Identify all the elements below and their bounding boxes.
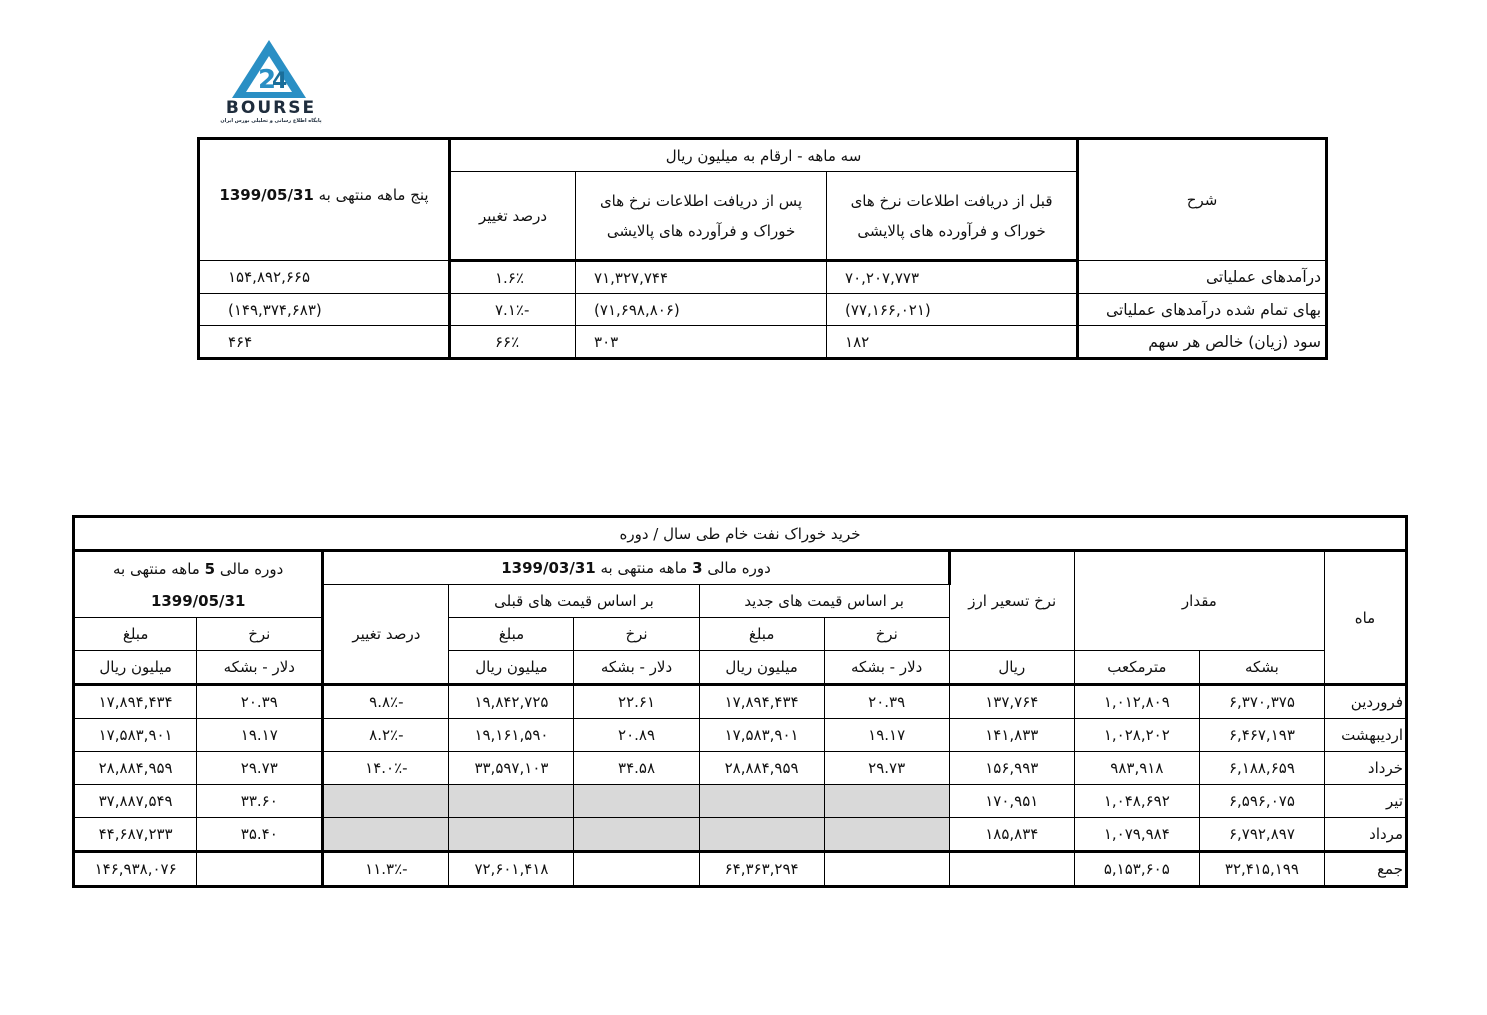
cell-m3: ۱,۰۴۸,۶۹۲: [1074, 785, 1199, 818]
table-row: [74, 685, 1407, 719]
cell-old-amount: ۷۲,۶۰۱,۴۱۸: [449, 852, 574, 887]
cell-five-month: (۱۴۹,۳۷۴,۶۸۳): [199, 294, 450, 326]
header-period-3: [323, 551, 949, 585]
cell-new-rate: [824, 785, 949, 818]
header-five-month: [199, 139, 450, 261]
cell-m3: ۵,۱۵۳,۶۰۵: [1074, 852, 1199, 887]
cell-old-rate: ۲۲.۶۱: [574, 685, 699, 719]
header-new-rate: نرخ: [824, 618, 949, 651]
header-fx-rate: نرخ تسعیر ارز: [949, 551, 1074, 651]
table-row: [74, 785, 1407, 818]
header-old-amount: مبلغ: [449, 618, 574, 651]
header-after: [576, 172, 827, 261]
cell-pct: [323, 818, 449, 852]
cell-five-month: ۱۵۴,۸۹۲,۶۶۵: [199, 261, 450, 294]
cell-m3: ۹۸۳,۹۱۸: [1074, 752, 1199, 785]
cell-fx: ۱۷۰,۹۵۱: [949, 785, 1074, 818]
cell-old-rate: [574, 785, 699, 818]
cell-barrel: ۶,۴۶۷,۱۹۳: [1199, 719, 1324, 752]
cell-new-rate: [824, 852, 949, 887]
header-period-5-mid: ماهه منتهی به: [113, 559, 200, 578]
cell-new-amount: ۱۷,۵۸۳,۹۰۱: [699, 719, 824, 752]
header-three-month-group: سه ماهه - ارقام به میلیون ریال: [450, 139, 1078, 172]
svg-text:4: 4: [272, 69, 288, 94]
cell-barrel: ۶,۷۹۲,۸۹۷: [1199, 818, 1324, 852]
cell-month: خرداد: [1324, 752, 1406, 785]
cell-old-amount: ۱۹,۱۶۱,۵۹۰: [449, 719, 574, 752]
cell-new-amount: [699, 785, 824, 818]
cell-p5-amount: ۱۷,۸۹۴,۴۳۴: [74, 685, 197, 719]
cell-month: جمع: [1324, 852, 1406, 887]
cell-old-amount: ۳۳,۵۹۷,۱۰۳: [449, 752, 574, 785]
header-before: [827, 172, 1078, 261]
header-unit-million-rial: میلیون ریال: [699, 651, 824, 685]
header-month: ماه: [1324, 551, 1406, 685]
header-period-5-date: 1399/05/31: [150, 591, 246, 610]
cell-fx: ۱۳۷,۷۶۴: [949, 685, 1074, 719]
header-old-price: بر اساس قیمت های قبلی: [449, 585, 699, 618]
cell-after: ۳۰۳: [576, 326, 827, 359]
cell-pct: ۶۶٪: [450, 326, 576, 359]
cell-fx: [949, 852, 1074, 887]
header-pct-change: درصد تغییر: [450, 172, 576, 261]
cell-old-amount: [449, 785, 574, 818]
table-row: [74, 719, 1407, 752]
table-row: [74, 752, 1407, 785]
summary-table: [197, 137, 1328, 360]
cell-p5-rate: [197, 852, 323, 887]
cell-month: تیر: [1324, 785, 1406, 818]
cell-new-amount: ۱۷,۸۹۴,۴۳۴: [699, 685, 824, 719]
cell-before: ۷۰,۲۰۷,۷۷۳: [827, 261, 1078, 294]
logo-triangle-icon: [212, 38, 330, 100]
table-row: [74, 818, 1407, 852]
cell-pct: -۸.۲٪: [323, 719, 449, 752]
header-new-price: بر اساس قیمت های جدید: [699, 585, 949, 618]
cell-p5-rate: ۱۹.۱۷: [197, 719, 323, 752]
cell-p5-amount: ۱۴۶,۹۳۸,۰۷۶: [74, 852, 197, 887]
cell-new-rate: [824, 818, 949, 852]
header-before-line1: قبل از دریافت اطلاعات نرخ های: [850, 191, 1053, 210]
header-new-amount: مبلغ: [699, 618, 824, 651]
header-unit-million-rial: میلیون ریال: [74, 651, 197, 685]
cell-after: ۷۱,۳۲۷,۷۴۴: [576, 261, 827, 294]
logo-wordmark: BOURSE: [225, 98, 317, 118]
cell-old-amount: [449, 818, 574, 852]
cell-old-rate: ۳۴.۵۸: [574, 752, 699, 785]
cell-p5-rate: ۲۰.۳۹: [197, 685, 323, 719]
cell-new-amount: ۲۸,۸۸۴,۹۵۹: [699, 752, 824, 785]
cell-barrel: ۳۲,۴۱۵,۱۹۹: [1199, 852, 1324, 887]
header-period-5: [74, 551, 323, 618]
header-unit-usd-barrel: دلار - بشکه: [824, 651, 949, 685]
bourse24-logo: [212, 38, 330, 128]
header-sharh: شرح: [1078, 139, 1327, 261]
cell-new-rate: ۲۹.۷۳: [824, 752, 949, 785]
cell-p5-amount: ۴۴,۶۸۷,۲۳۳: [74, 818, 197, 852]
cell-month: فروردین: [1324, 685, 1406, 719]
header-after-line1: پس از دریافت اطلاعات نرخ های: [599, 191, 803, 210]
header-old-rate: نرخ: [574, 618, 699, 651]
cell-after: (۷۱,۶۹۸,۸۰۶): [576, 294, 827, 326]
header-unit-usd-barrel: دلار - بشکه: [574, 651, 699, 685]
header-period-3-date: 1399/03/31: [501, 559, 596, 577]
cell-fx: ۱۸۵,۸۳۴: [949, 818, 1074, 852]
cell-new-rate: ۱۹.۱۷: [824, 719, 949, 752]
cell-new-amount: ۶۴,۳۶۳,۲۹۴: [699, 852, 824, 887]
header-quantity: مقدار: [1074, 551, 1324, 651]
table-row: [199, 294, 1327, 326]
header-five-month-prefix: پنج ماهه منتهی به: [318, 186, 429, 204]
cell-old-rate: ۲۰.۸۹: [574, 719, 699, 752]
header-unit-barrel: بشکه: [1199, 651, 1324, 685]
header-pct-change: درصد تغییر: [323, 585, 449, 685]
svg-text:2: 2: [258, 65, 277, 95]
cell-barrel: ۶,۱۸۸,۶۵۹: [1199, 752, 1324, 785]
cell-old-amount: ۱۹,۸۴۲,۷۲۵: [449, 685, 574, 719]
total-row: [74, 852, 1407, 887]
cell-pct: -۱۱.۳٪: [323, 852, 449, 887]
cell-m3: ۱,۰۷۹,۹۸۴: [1074, 818, 1199, 852]
cell-barrel: ۶,۵۹۶,۰۷۵: [1199, 785, 1324, 818]
header-period-5-prefix: دوره مالی: [219, 559, 284, 578]
cell-barrel: ۶,۳۷۰,۳۷۵: [1199, 685, 1324, 719]
cell-pct: -۷.۱٪: [450, 294, 576, 326]
cell-p5-rate: ۳۵.۴۰: [197, 818, 323, 852]
header-period-5-num: 5: [204, 559, 216, 578]
cell-old-rate: [574, 818, 699, 852]
cell-pct: -۱۴.۰٪: [323, 752, 449, 785]
cell-new-rate: ۲۰.۳۹: [824, 685, 949, 719]
cell-pct: ۱.۶٪: [450, 261, 576, 294]
cell-before: (۷۷,۱۶۶,۰۲۱): [827, 294, 1078, 326]
header-unit-usd-barrel: دلار - بشکه: [197, 651, 323, 685]
header-p5-amount: مبلغ: [74, 618, 197, 651]
row-label: درآمدهای عملیاتی: [1078, 261, 1327, 294]
cell-pct: -۹.۸٪: [323, 685, 449, 719]
cell-p5-rate: ۲۹.۷۳: [197, 752, 323, 785]
cell-five-month: ۴۶۴: [199, 326, 450, 359]
row-label: سود (زیان) خالص هر سهم: [1078, 326, 1327, 359]
table-row: [199, 261, 1327, 294]
header-period-3-num: 3: [692, 559, 703, 577]
cell-m3: ۱,۰۱۲,۸۰۹: [1074, 685, 1199, 719]
header-before-line2: خوراک و فرآورده های پالایشی: [857, 221, 1046, 240]
cell-p5-rate: ۳۳.۶۰: [197, 785, 323, 818]
header-unit-million-rial: میلیون ریال: [449, 651, 574, 685]
cell-m3: ۱,۰۲۸,۲۰۲: [1074, 719, 1199, 752]
header-period-3-mid: ماهه منتهی به: [600, 559, 688, 577]
cell-month: اردیبهشت: [1324, 719, 1406, 752]
cell-p5-amount: ۱۷,۵۸۳,۹۰۱: [74, 719, 197, 752]
cell-month: مرداد: [1324, 818, 1406, 852]
cell-before: ۱۸۲: [827, 326, 1078, 359]
cell-new-amount: [699, 818, 824, 852]
header-unit-rial: ریال: [949, 651, 1074, 685]
cell-pct: [323, 785, 449, 818]
cell-p5-amount: ۲۸,۸۸۴,۹۵۹: [74, 752, 197, 785]
table-title: خرید خوراک نفت خام طی سال / دوره: [74, 517, 1407, 551]
cell-p5-amount: ۳۷,۸۸۷,۵۴۹: [74, 785, 197, 818]
header-period-3-prefix: دوره مالی: [707, 559, 771, 577]
header-after-line2: خوراک و فرآورده های پالایشی: [606, 221, 796, 240]
logo-subtitle: پایگاه اطلاع رسانی و تحلیلی بورس ایران: [220, 118, 322, 124]
header-unit-m3: مترمکعب: [1074, 651, 1199, 685]
cell-old-rate: [574, 852, 699, 887]
cell-fx: ۱۴۱,۸۳۳: [949, 719, 1074, 752]
crude-purchase-table: [72, 515, 1408, 888]
cell-fx: ۱۵۶,۹۹۳: [949, 752, 1074, 785]
table-row: [199, 326, 1327, 359]
header-five-month-date: 1399/05/31: [219, 186, 314, 204]
header-p5-rate: نرخ: [197, 618, 323, 651]
row-label: بهای تمام شده درآمدهای عملیاتی: [1078, 294, 1327, 326]
